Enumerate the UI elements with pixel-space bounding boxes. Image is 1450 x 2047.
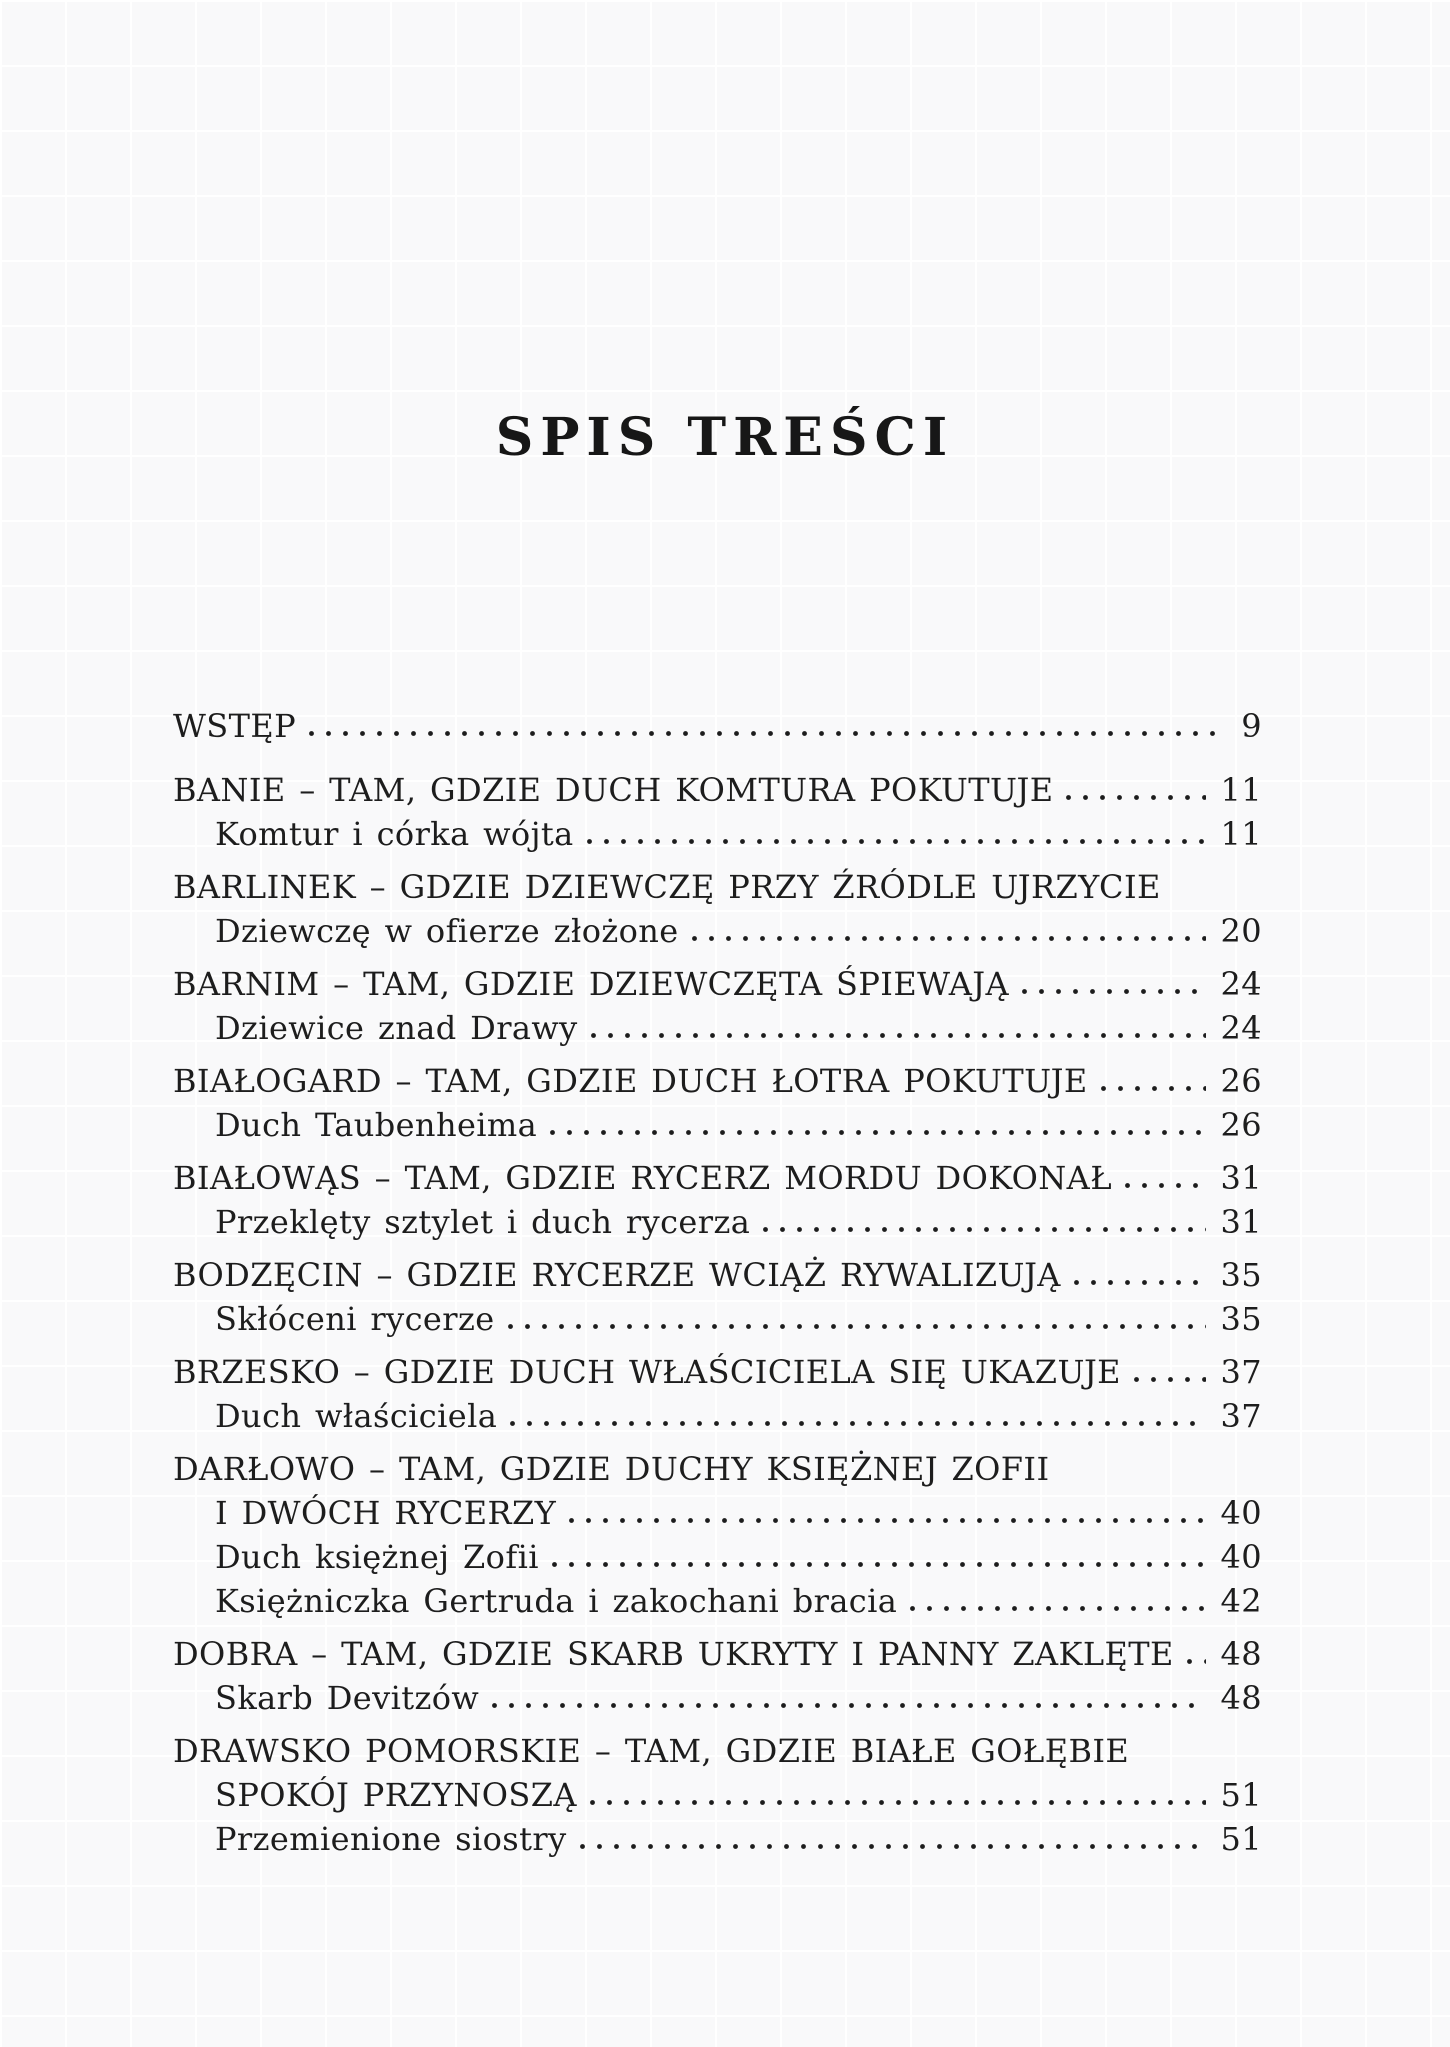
toc-entry-row bbox=[173, 1447, 1262, 1491]
toc-entry-label: Dziewice znad Drawy bbox=[215, 1009, 578, 1047]
toc-page-number: 42 bbox=[1220, 1582, 1262, 1620]
toc-entry-row bbox=[173, 1491, 1262, 1535]
dot-leader bbox=[692, 936, 1207, 941]
toc-entry-row bbox=[173, 962, 1262, 1006]
toc-entry-row bbox=[173, 1676, 1262, 1720]
toc-entry-row bbox=[173, 1006, 1262, 1050]
toc-entry-row bbox=[173, 1773, 1262, 1817]
toc-entry-label: Księżniczka Gertruda i zakochani bracia bbox=[215, 1582, 898, 1620]
toc-entry-row bbox=[173, 1253, 1262, 1297]
toc-page-number: 40 bbox=[1220, 1494, 1262, 1532]
toc-entry-row bbox=[173, 768, 1262, 812]
table-of-contents bbox=[173, 704, 1262, 1861]
dot-leader bbox=[590, 1800, 1207, 1805]
dot-leader bbox=[1101, 1086, 1207, 1091]
toc-page-number: 35 bbox=[1220, 1256, 1262, 1294]
toc-page-number: 40 bbox=[1220, 1538, 1262, 1576]
toc-entry-row bbox=[173, 1297, 1262, 1341]
toc-entry-label: Przeklęty sztylet i duch rycerza bbox=[215, 1203, 751, 1241]
toc-entry-label: BIAŁOWĄS – TAM, GDZIE RYCERZ MORDU DOKONAŁ bbox=[173, 1159, 1113, 1197]
toc-entry-row bbox=[173, 1632, 1262, 1676]
toc-entry-label: Skarb Devitzów bbox=[215, 1679, 480, 1717]
dot-leader bbox=[508, 1324, 1207, 1329]
toc-entry-label: BARNIM – TAM, GDZIE DZIEWCZĘTA ŚPIEWAJĄ bbox=[173, 965, 1010, 1003]
toc-entry-row bbox=[173, 1350, 1262, 1394]
toc-entry-row bbox=[173, 1103, 1262, 1147]
toc-entry-label: Duch właściciela bbox=[215, 1397, 498, 1435]
toc-page-number: 26 bbox=[1220, 1062, 1262, 1100]
dot-leader bbox=[1066, 795, 1206, 800]
toc-entry-label: Duch księżnej Zofii bbox=[215, 1538, 539, 1576]
toc-entry-row bbox=[173, 909, 1262, 953]
toc-page-number: 11 bbox=[1220, 771, 1262, 809]
toc-page-number: 37 bbox=[1220, 1353, 1262, 1391]
toc-entry-row bbox=[173, 1394, 1262, 1438]
toc-page-number: 20 bbox=[1220, 912, 1262, 950]
dot-leader bbox=[580, 1844, 1207, 1849]
dot-leader bbox=[569, 1518, 1206, 1523]
toc-page-number: 26 bbox=[1220, 1106, 1262, 1144]
toc-entry-label: Skłóceni rycerze bbox=[215, 1300, 495, 1338]
toc-page-number: 48 bbox=[1220, 1679, 1262, 1717]
toc-entry-label: BODZĘCIN – GDZIE RYCERZE WCIĄŻ RYWALIZUJĄ bbox=[173, 1256, 1061, 1294]
dot-leader bbox=[1134, 1377, 1207, 1382]
toc-entry-label: BANIE – TAM, GDZIE DUCH KOMTURA POKUTUJE bbox=[173, 771, 1054, 809]
toc-entry-label: Przemienione siostry bbox=[215, 1820, 567, 1858]
toc-entry-label: DRAWSKO POMORSKIE – TAM, GDZIE BIAŁE GOŁĘBIE bbox=[173, 1732, 1130, 1770]
toc-page-number: 37 bbox=[1220, 1397, 1262, 1435]
toc-entry-label: I DWÓCH RYCERZY bbox=[215, 1494, 557, 1532]
toc-page-number: 31 bbox=[1220, 1203, 1262, 1241]
toc-page-number: 31 bbox=[1220, 1159, 1262, 1197]
dot-leader bbox=[1187, 1659, 1207, 1664]
toc-entry-row bbox=[173, 1059, 1262, 1103]
dot-leader bbox=[1074, 1280, 1207, 1285]
toc-entry-row bbox=[173, 704, 1262, 748]
toc-entry-row bbox=[173, 1729, 1262, 1773]
toc-entry-label: DARŁOWO – TAM, GDZIE DUCHY KSIĘŻNEJ ZOFII bbox=[173, 1450, 1050, 1488]
toc-page-number: 35 bbox=[1220, 1300, 1262, 1338]
toc-entry-row bbox=[173, 1817, 1262, 1861]
toc-page-number: 48 bbox=[1220, 1635, 1262, 1673]
toc-entry-label: SPOKÓJ PRZYNOSZĄ bbox=[215, 1776, 577, 1814]
dot-leader bbox=[910, 1606, 1206, 1611]
toc-entry-label: BIAŁOGARD – TAM, GDZIE DUCH ŁOTRA POKUTUJE bbox=[173, 1062, 1088, 1100]
dot-leader bbox=[510, 1421, 1206, 1426]
toc-entry-label: Dziewczę w ofierze złożone bbox=[215, 912, 679, 950]
dot-leader bbox=[309, 731, 1227, 736]
dot-leader bbox=[492, 1703, 1206, 1708]
toc-entry-row bbox=[173, 1535, 1262, 1579]
dot-leader bbox=[1022, 989, 1206, 994]
dot-leader bbox=[550, 1130, 1206, 1135]
toc-entry-label: BRZESKO – GDZIE DUCH WŁAŚCICIELA SIĘ UKAZUJE bbox=[173, 1353, 1121, 1391]
dot-leader bbox=[591, 1033, 1207, 1038]
toc-page-number: 11 bbox=[1220, 815, 1262, 853]
toc-entry-label: Duch Taubenheima bbox=[215, 1106, 538, 1144]
toc-entry-label: Komtur i córka wójta bbox=[215, 815, 574, 853]
toc-entry-row bbox=[173, 812, 1262, 856]
dot-leader bbox=[587, 839, 1207, 844]
toc-entry-label: DOBRA – TAM, GDZIE SKARB UKRYTY I PANNY ZAKLĘTE bbox=[173, 1635, 1174, 1673]
dot-leader bbox=[1125, 1183, 1206, 1188]
dot-leader bbox=[763, 1227, 1206, 1232]
toc-entry-row bbox=[173, 1579, 1262, 1623]
toc-entry-row bbox=[173, 1156, 1262, 1200]
dot-leader bbox=[552, 1562, 1207, 1567]
toc-page-number: 51 bbox=[1220, 1820, 1262, 1858]
toc-entry-row bbox=[173, 1200, 1262, 1244]
toc-page-number: 24 bbox=[1220, 1009, 1262, 1047]
toc-page-number: 51 bbox=[1220, 1776, 1262, 1814]
toc-page-number: 24 bbox=[1220, 965, 1262, 1003]
toc-entry-label: BARLINEK – GDZIE DZIEWCZĘ PRZY ŹRÓDLE UJRZYCIE bbox=[173, 868, 1161, 906]
toc-entry-label: WSTĘP bbox=[173, 707, 297, 745]
toc-page-number: 9 bbox=[1241, 707, 1262, 745]
toc-entry-row bbox=[173, 865, 1262, 909]
page-title: SPIS TREŚCI bbox=[495, 406, 955, 468]
